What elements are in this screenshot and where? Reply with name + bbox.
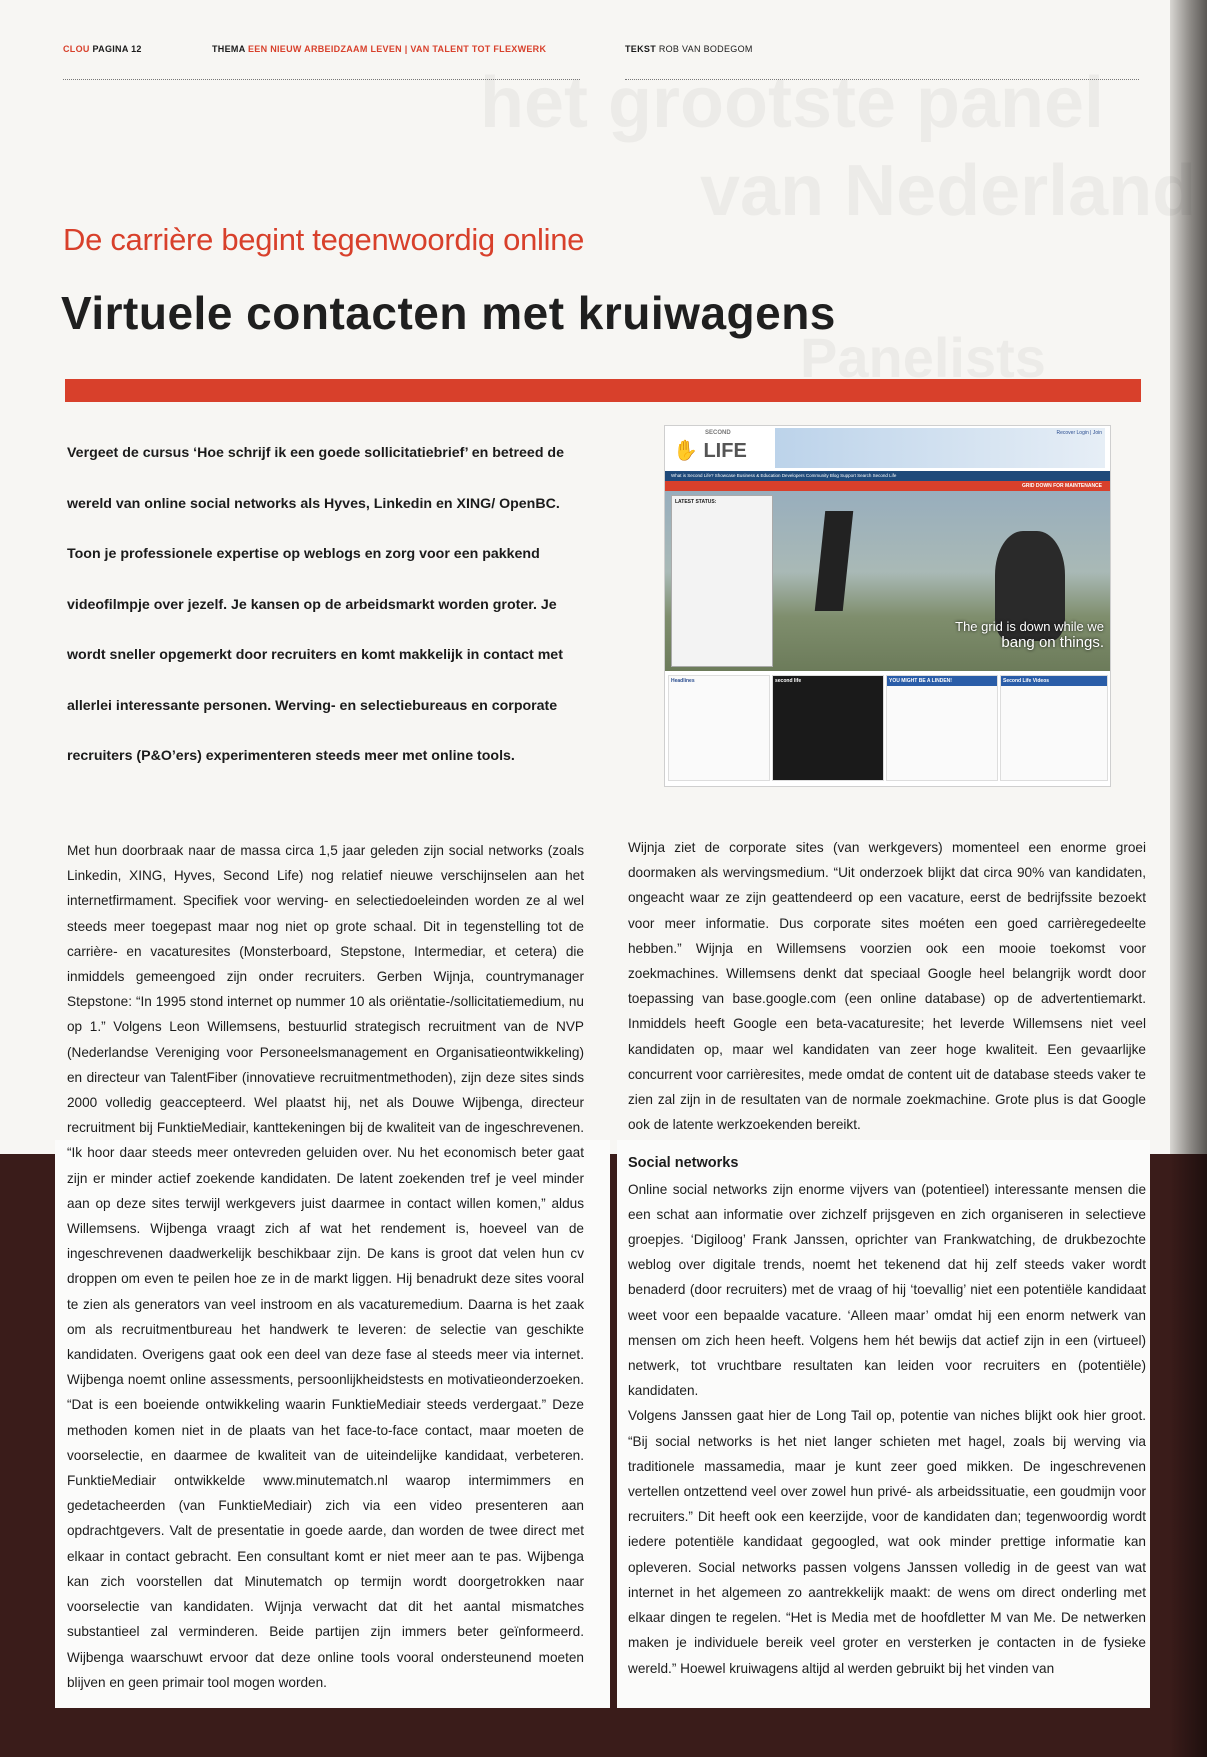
sl-alert: GRID DOWN FOR MAINTENANCE <box>665 481 1110 491</box>
article-subtitle: De carrière begint tegenwoordig online <box>63 222 585 257</box>
second-life-screenshot <box>664 425 1111 787</box>
sl-sky-banner <box>775 428 1105 468</box>
sl-header <box>665 426 1110 471</box>
theme-label: THEMA <box>212 44 246 54</box>
body-column-left <box>67 838 584 1695</box>
page-spine-shadow-dark <box>1170 1154 1207 1757</box>
title-divider-bar <box>65 379 1141 402</box>
body-right-paragraph-2: Online social networks zijn enorme vijvers van (potentieel) interessante mensen die een schat aan informatie over zichzelf prijsgeven en zich organiseren in selectieve groepjes. ‘Digiloog’ Frank Janssen, oprichter van Frankwatching, de drukbezochte weblog over digitale trends, noemt het tekenend dat hij zelf steeds vaker wordt benaderd (door recruiters) met de vraag of hij ‘toevallig’ niet een potentiële kandidaat weet voor een bepaalde vacature. ‘Alleen maar’ omdat hij een enorm netwerk van mensen om zich heen heeft. Volgens hem hét bewijs dat actief zijn in een (virtueel) netwerk, tot vruchtbare resultaten kan leiden voor recruiters en (potentiële) kandidaten. <box>628 1181 1146 1399</box>
body-right-paragraph-1: Wijnja ziet de corporate sites (van werkgevers) momenteel een enorme groei doormaken als wervingsmedium. “Uit onderzoek blijkt dat circa 90% van kandidaten, ongeacht waar ze zijn geattendeerd op een vacature, eerst de bedrijfssite bezoekt voor meer informatie. Dus corporate sites moéten een goed carrièregedeelte hebben.” Wijnja en Willemsens voorzien ook een mooie toekomst voor zoekmachines. Willemsens denkt dat speciaal Google heel belangrijk wordt door toepassing van base.google.com (een online database) op de advertentiemarkt. Inmiddels heeft Google een beta-vacaturesite; het leverde Willemsens niet veel kandidaten op, maar wel kandidaten van zeer hoge kwaliteit. Een gevaarlijke concurrent voor carrièresites, mede omdat de content uit de database steeds vaker te zien zal zijn in de resultaten van de normale zoekmachine. Grote plus is dat Google ook de latente werkzoekenden bereikt. <box>628 840 1146 1133</box>
section-name: CLOU <box>63 44 90 54</box>
body-left-text: Met hun doorbraak naar de massa circa 1,5 jaar geleden zijn social networks (zoals Linkedin, XING, Hyves, Second Life) nog relatief nieuwe verschijnselen aan het internetfirmament. Specifiek voor werving- en selectiedoeleinden worden ze al wel steeds meer toegepast maar nog niet op grote schaal. Dit in tegenstelling tot de carrière- en vacaturesites (Monsterboard, Stepstone, Intermediar, et cetera) die inmiddels gemeengoed zijn onder recruiters. Gerben Wijnja, countrymanager Stepstone: “In 1995 stond internet op nummer 10 als oriëntatie-/sollicitatiemedium, nu op 1.” Volgens Leon Willemsens, bestuurlid strategisch recruitment van de NVP (Nederlandse Vereniging voor Personeelsmanagement en Organisatieontwikkeling) en directeur van TalentFiber (innovatieve recruitmentmethoden), zijn deze sites sinds 2000 volledig geaccepteerd. Wel plaatst hij, net als Douwe Wijbenga, directeur recruitment bij FunktieMediair, kanttekeningen bij de kwaliteit van de ingeschrevenen. “Ik hoor daar steeds meer ontevreden geluiden over. Nu het economisch beter gaat zijn er minder actief zoekende kandidaten. De latent zoekenden tref je veel minder aan op deze sites terwijl werkgevers juist daarmee in contact willen komen,” aldus Willemsens. Wijbenga vraagt zich af wat het rendement is, hoeveel van de ingeschrevenen daadwerkelijk beschikbaar zijn. De kans is groot dat velen hun cv droppen om even te peilen hoe ze in de markt liggen. Hij benadrukt deze sites vooral te zien als generators van veel instroom en als vacaturemedium. Daarna is het zaak om als recruitmentbureau het handwerk te leveren: de selectie van geschikte kandidaten. Overigens gaat ook een deel van deze fase al steeds meer via internet. Wijbenga noemt online assessments, persoonlijkheidstests en motivatieonderzoeken. “Dat is een boeiende ontwikkeling waarin FunktieMediair steeds verdergaat.” Deze methoden komen niet in de plaats van het face-to-face contact, maar moeten de voorselectie, en daarmee de kwaliteit van de uiteindelijke kandidaat, verbeteren. FunktieMediair ontwikkelde www.minutematch.nl waarop intermimmers en gedetacheerden (van FunktieMediair) zich via een video presenteren aan opdrachtgevers. Valt de presentatie in goede aarde, dan worden de twee direct met elkaar in contact gebracht. Een consultant komt er niet meer aan te pas. Wijbenga kan zich voorstellen dat Minutematch op termijn wordt doorgetrokken naar voorselectie van kandidaten. Wijnja verwacht dat dit het aantal mismatches substantieel zal verminderen. Beide partijen zijn immers beter geïnformeerd. Wijbenga waarschuwt ervoor dat deze online tools vooral ondersteunend moeten blijven en geen primair tool mogen worden. <box>67 843 584 1690</box>
sl-linden-box: YOU MIGHT BE A LINDEN! <box>886 675 998 781</box>
sl-logo: ✋ LIFE <box>673 440 747 462</box>
sl-bottom-row <box>665 671 1110 786</box>
sl-nav: What is Second Life? Showcase Business & Education Developers Community Blog Support Search Second Life <box>665 471 1110 481</box>
theme-text: EEN NIEUW ARBEIDZAAM LEVEN | VAN TALENT TOT FLEXWERK <box>247 44 547 54</box>
section-heading-social-networks: Social networks <box>628 1155 739 1172</box>
ghost-text-1 <box>480 62 1104 144</box>
sl-guide-box: second life <box>772 675 884 781</box>
monolith-image <box>815 511 854 611</box>
sl-logo-top: SECOND <box>705 430 731 436</box>
page-header-author <box>625 44 753 54</box>
body-right-paragraph-3: Volgens Janssen gaat hier de Long Tail op, potentie van niches blijkt ook hier groot. “Bij social networks is het niet langer schieten met hagel, zoals bij werving via traditionele massamedia, maar je kunt zeer goed mikken. De ingeschrevenen vertellen ontzettend veel over zowel hun privé- als arbeidssituatie, een goudmijn voor recruiters.” Dit heeft ook een keerzijde, voor de kandidaten dan; tegenwoordig wordt iedere potentiële kandidaat gegoogled, wat ook minder prettige informatie kan opleveren. Social networks passen volgens Janssen volledig in de geest van wat internet in het algemeen zo aantrekkelijk maakt: de wens om direct onderling met elkaar dingen te regelen. “Het is Media met de hoofdletter M van Me. De netwerken maken je individuele bereik veel groter en versterken je contacten in de fysieke wereld.” Hoewel kruiwagens altijd al werden gebruikt bij het vinden van <box>628 1408 1146 1676</box>
page-header-left <box>63 44 142 54</box>
sl-status-box <box>671 495 773 667</box>
sl-status-title: LATEST STATUS: <box>675 499 717 505</box>
sl-headlines-box: Headlines <box>668 675 770 781</box>
page-number: PAGINA 12 <box>92 44 142 54</box>
author-label: TEKST <box>625 44 657 54</box>
sl-videos-box: Second Life Videos <box>1000 675 1108 781</box>
page-header-theme <box>212 44 546 54</box>
sl-main-scene <box>665 491 1110 671</box>
sl-caption: The grid is down while we bang on things. <box>955 619 1104 651</box>
body-column-right <box>628 835 1146 1681</box>
article-title: Virtuele contacten met kruiwagens <box>61 287 836 339</box>
ghost-text-2 <box>700 150 1196 232</box>
author-name: ROB VAN BODEGOM <box>658 44 753 54</box>
header-rule-right <box>625 79 1139 80</box>
intro-paragraph: Vergeet de cursus ‘Hoe schrijf ik een goede sollicitatiebrief’ en betreed de wereld van online social networks als Hyves, Linkedin en XING/ OpenBC. Toon je professionele expertise op weblogs en zorg voor een pakkend videofilmpje over jezelf. Je kansen op de arbeidsmarkt worden groter. Je wordt sneller opgemerkt door recruiters en komt makkelijk in contact met allerlei interessante personen. Werving- en selectiebureaus en corporate recruiters (P&O’ers) experimenteren steeds meer met online tools. <box>67 445 564 764</box>
sl-login-link: Recover Login | Join <box>1056 430 1102 436</box>
header-rule-left <box>63 79 580 80</box>
